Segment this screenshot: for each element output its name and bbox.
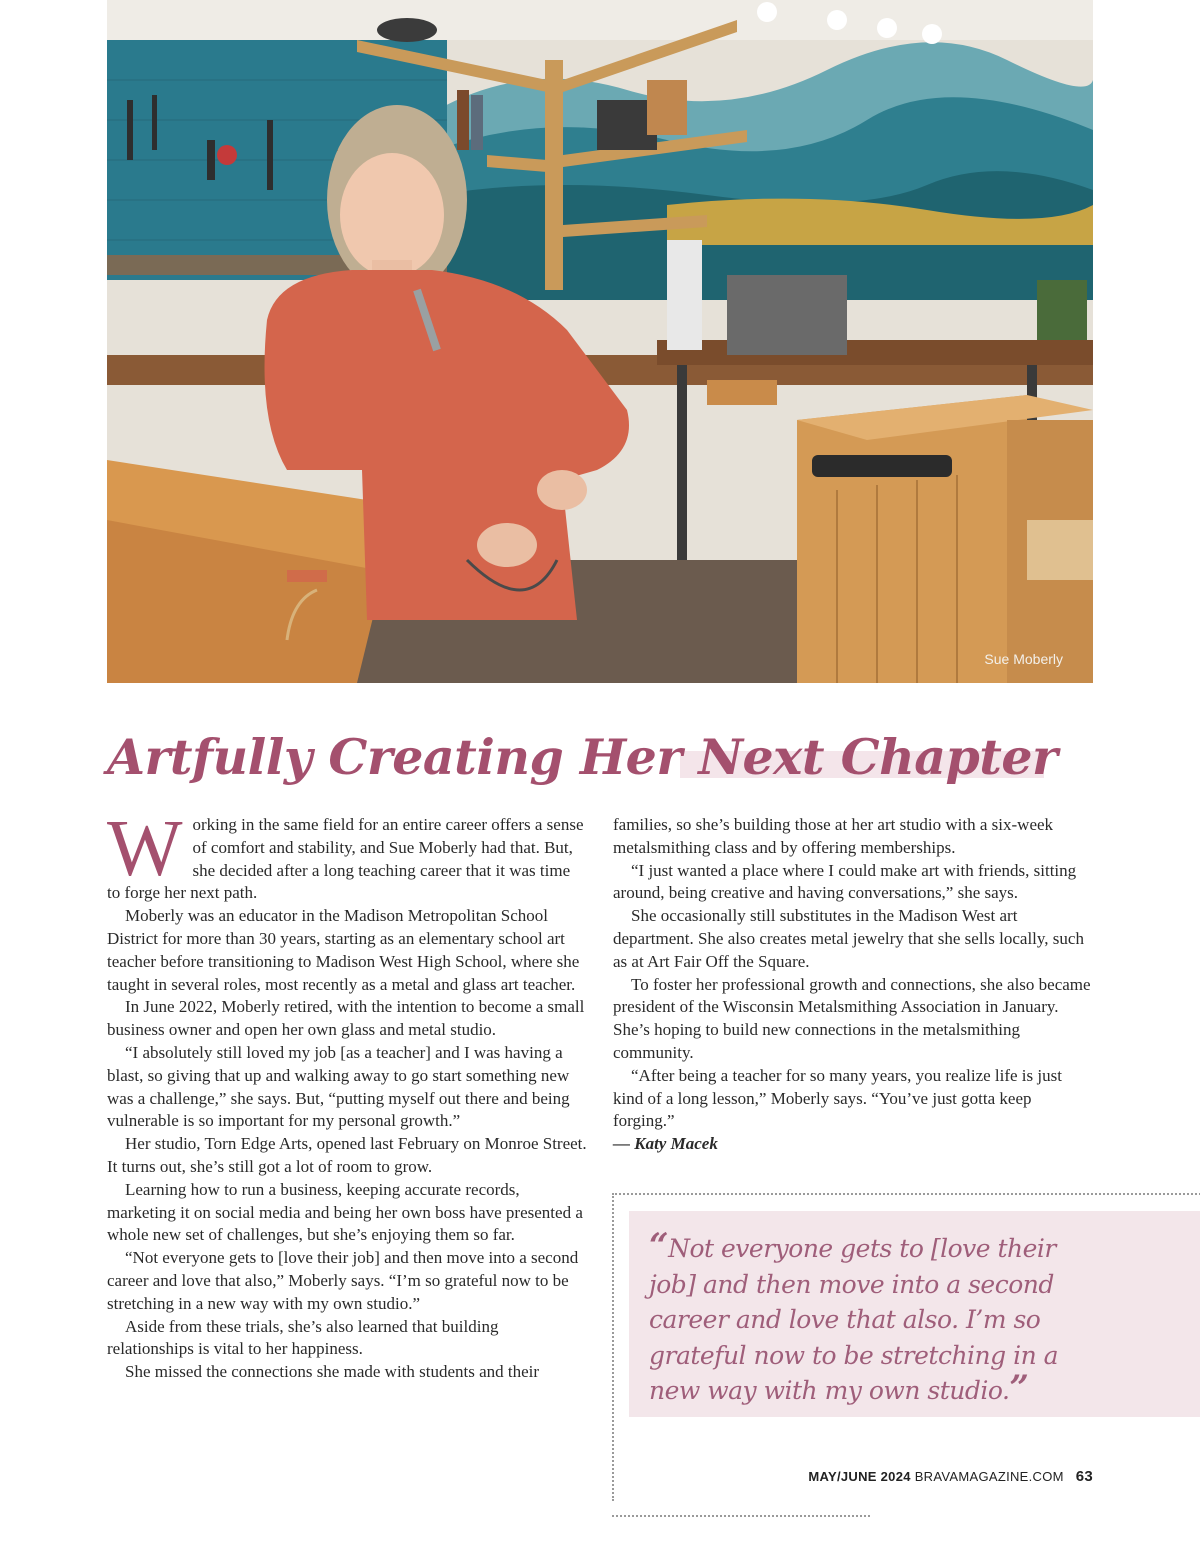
article-paragraph: She occasionally still substitutes in the Madison West art department. She also creates metal jewelry that she sells locally, such as at Art Fair Off the Square. (613, 906, 1084, 971)
photo-caption: Sue Moberly (984, 651, 1063, 667)
article-headline: Artfully Creating Her Next Chapter (107, 728, 1058, 786)
drop-cap: W (107, 805, 183, 893)
workshop-portrait-illustration (107, 0, 1093, 683)
article-paragraph: To foster her professional growth and connections, she also became president of the Wisconsin Metalsmithing Association in January. She’s hoping to build new connections in the metalsmithing community. (613, 974, 1091, 1062)
hero-photo (107, 0, 1093, 683)
pull-quote-divider (612, 1515, 870, 1517)
author-byline: — Katy Macek (613, 1134, 718, 1154)
magazine-site: BRAVAMAGAZINE.COM (914, 1469, 1064, 1484)
article-paragraph: “I just wanted a place where I could make art with friends, sitting around, being creative and having conversations,” she says. (613, 860, 1077, 903)
close-quote-mark: ” (1009, 1368, 1029, 1408)
article-paragraph: In June 2022, Moberly retired, with the intention to become a small business owner and open her own glass and metal studio. (107, 997, 585, 1040)
page-footer (808, 1468, 1093, 1485)
article-paragraph: families, so she’s building those at her art studio with a six-week metalsmithing class and by offering memberships. (613, 815, 1054, 857)
page-number: 63 (1075, 1468, 1093, 1485)
open-quote-mark: “ (649, 1226, 669, 1266)
article-paragraph: “After being a teacher for so many years, you realize life is just kind of a long lesson,” Moberly says. “You’ve just gotta keep forging.” (613, 1065, 1062, 1131)
article-paragraph: She missed the connections she made with students and their (125, 1362, 540, 1382)
article-column-right (613, 814, 1093, 1156)
article-column-left (107, 805, 587, 1384)
article-paragraph: Aside from these trials, she’s also learned that building relationships is vital to her happiness. (107, 1316, 499, 1359)
article-paragraph: “Not everyone gets to [love their job] and then move into a second career and love that also,” Moberly says. “I’m so grateful now to be stretching in a new way with my own studio.” (107, 1248, 579, 1313)
article-paragraph: “I absolutely still loved my job [as a teacher] and I was having a blast, so giving that up and walking away to go start something new was a challenge,” she says. But, “putting myself out there and being vulnerable is so important for my personal growth.” (107, 1042, 570, 1131)
pull-quote-text: Not everyone gets to [love their job] and then move into a second career and love that also. I’m so grateful now to be stretching in a new way with my own studio. (649, 1234, 1059, 1405)
pull-quote (649, 1226, 1109, 1409)
article-paragraph: Her studio, Torn Edge Arts, opened last February on Monroe Street. It turns out, she’s still got a lot of room to grow. (107, 1134, 587, 1176)
article-paragraph: Working in the same field for an entire career offers a sense of comfort and stability, and Sue Moberly had that. But, she decided after a long teaching career that it was time to forge her next path. (107, 805, 584, 903)
issue-date: MAY/JUNE 2024 (808, 1469, 911, 1484)
article-paragraph: Moberly was an educator in the Madison Metropolitan School District for more than 30 years, starting as an elementary school art teacher before transitioning to Madison West High School, where she taught in several roles, most recently as a metal and glass art teacher. (107, 906, 580, 994)
article-paragraph: Learning how to run a business, keeping accurate records, marketing it on social media and being her own boss have presented a whole new set of challenges, but she’s enjoying them so far. (107, 1179, 583, 1245)
